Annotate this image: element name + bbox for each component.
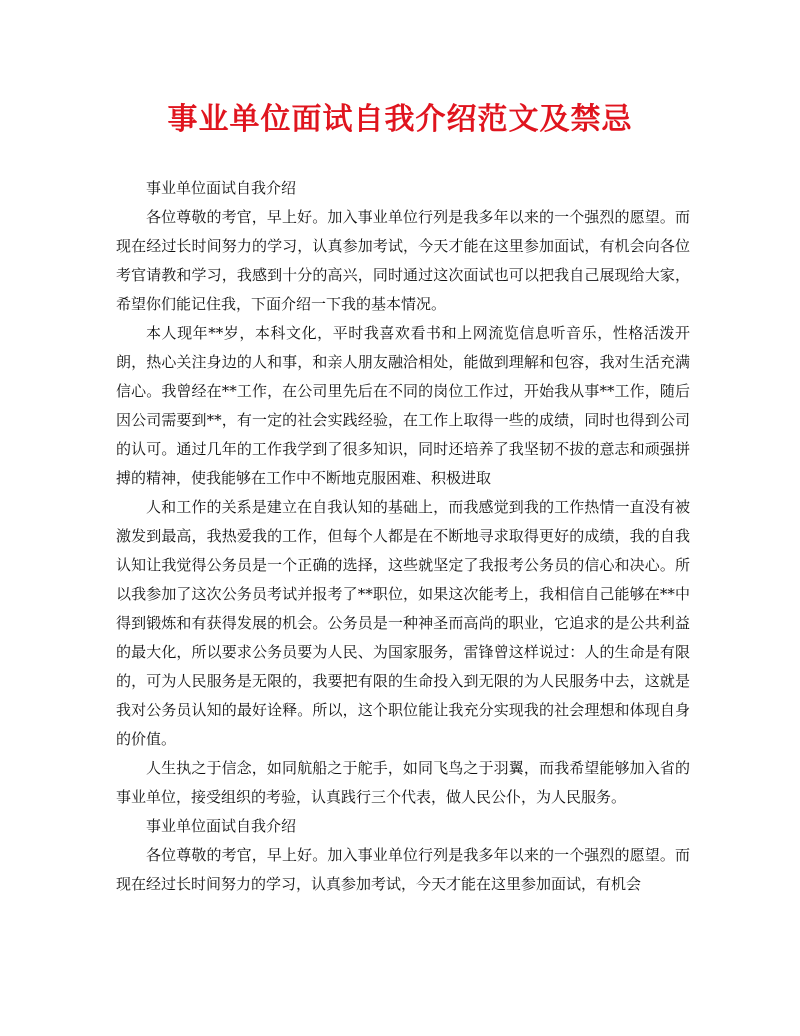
body-paragraph: 人生执之于信念，如同航船之于舵手，如同飞鸟之于羽翼，而我希望能够加入省的事业单位，接受组织的考验，认真践行三个代表，做人民公仆，为人民服务。 <box>116 759 690 806</box>
section-heading: 事业单位面试自我介绍 <box>146 179 297 197</box>
body-paragraph: 各位尊敬的考官，早上好。加入事业单位行列是我多年以来的一个强烈的愿望。而现在经过长时间努力的学习，认真参加考试，今天才能在这里参加面试，有机会 <box>116 846 690 893</box>
body-paragraph: 各位尊敬的考官，早上好。加入事业单位行列是我多年以来的一个强烈的愿望。而现在经过长时间努力的学习，认真参加考试，今天才能在这里参加面试，有机会向各位考官请教和学习，我感到十分的高兴，同时通过这次面试也可以把我自己展现给大家，希望你们能记住我，下面介绍一下我的基本情况。 <box>116 208 690 313</box>
document-title: 事业单位面试自我介绍范文及禁忌 <box>167 102 633 137</box>
document-body <box>116 174 690 899</box>
section-heading: 事业单位面试自我介绍 <box>146 817 297 835</box>
body-paragraph: 本人现年**岁，本科文化，平时我喜欢看书和上网流览信息听音乐，性格活泼开朗，热心关注身边的人和事，和亲人朋友融洽相处，能做到理解和包容，我对生活充满信心。我曾经在**工作，在公司里先后在不同的岗位工作过，开始我从事**工作，随后因公司需要到**，有一定的社会实践经验，在工作上取得一些的成绩，同时也得到公司的认可。通过几年的工作我学到了很多知识，同时还培养了我坚韧不拔的意志和顽强拼搏的精神，使我能够在工作中不断地克服困难、积极进取 <box>116 324 690 487</box>
body-paragraph: 人和工作的关系是建立在自我认知的基础上，而我感觉到我的工作热情一直没有被激发到最高，我热爱我的工作，但每个人都是在不断地寻求取得更好的成绩，我的自我认知让我觉得公务员是一个正确的选择，这些就坚定了我报考公务员的信心和决心。所以我参加了这次公务员考试并报考了**职位，如果这次能考上，我相信自己能够在**中得到锻炼和有获得发展的机会。公务员是一种神圣而高尚的职业，它追求的是公共利益的最大化，所以要求公务员要为人民、为国家服务，雷锋曾这样说过：人的生命是有限的，可为人民服务是无限的，我要把有限的生命投入到无限的为人民服务中去，这就是我对公务员认知的最好诠释。所以，这个职位能让我充分实现我的社会理想和体现自身的价值。 <box>116 498 690 748</box>
